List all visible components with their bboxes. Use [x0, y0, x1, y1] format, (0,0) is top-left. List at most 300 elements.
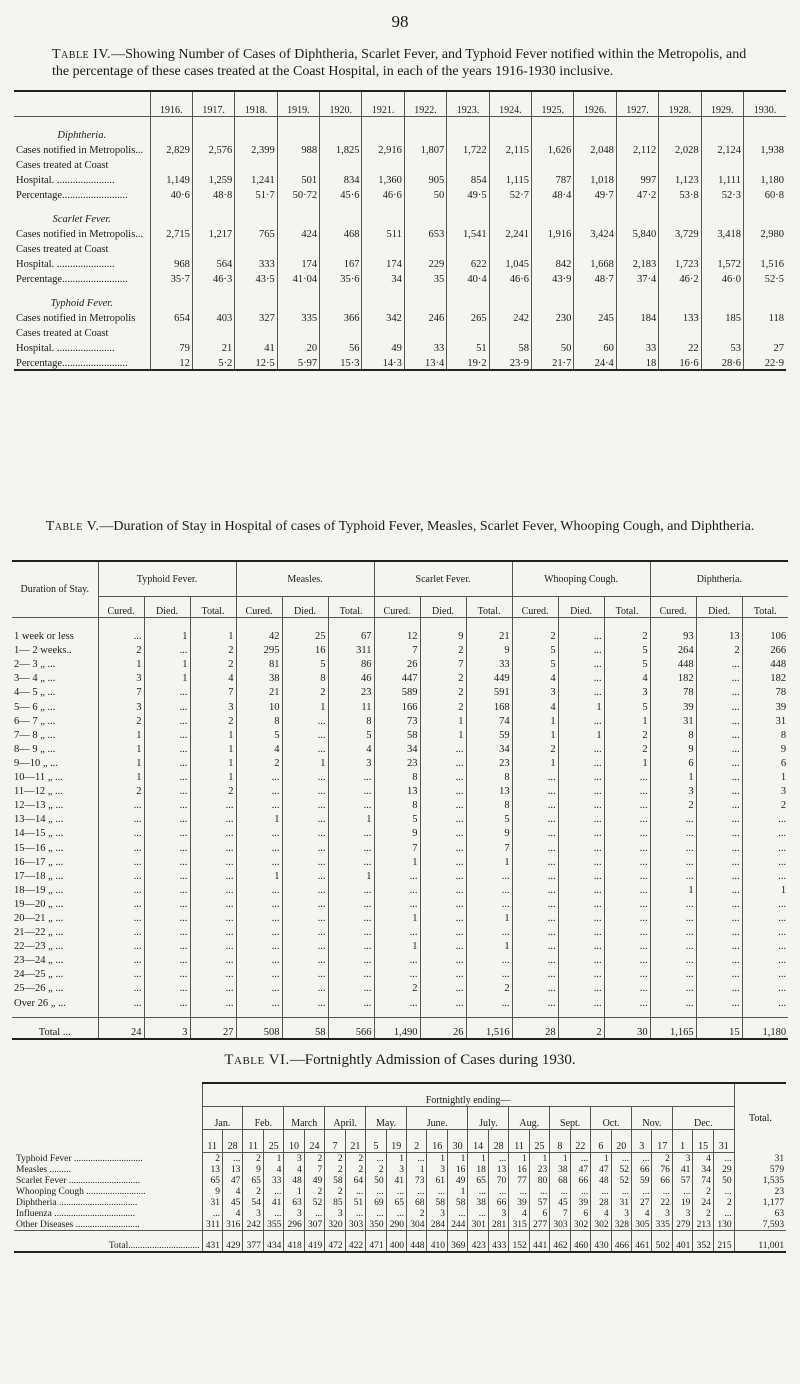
t4-cell: 1,241 [235, 171, 277, 186]
t4-cell: 1,938 [743, 141, 786, 156]
t5-cell: ... [190, 952, 236, 966]
t5-row-label: 22—23 „ ... [14, 941, 64, 953]
t5-cell: ... [98, 825, 144, 839]
t5-cell: ... [328, 797, 374, 811]
t4-cell: 501 [277, 171, 319, 186]
t5-cell: ... [604, 994, 650, 1008]
t5-cell: ... [282, 910, 328, 924]
t6-cell: 281 [488, 1219, 508, 1231]
t5-cell: ... [282, 811, 328, 825]
t4-cell: 27 [743, 339, 786, 354]
t5-cell: 74 [466, 713, 512, 727]
t6-cell: 33 [263, 1175, 283, 1186]
t5-disease-header: Whooping Cough. [512, 561, 650, 597]
t6-day-header: 28 [222, 1130, 242, 1153]
t6-cell: 49 [304, 1175, 324, 1186]
t5-cell: 8 [650, 727, 696, 741]
t6-cell: 69 [366, 1197, 386, 1208]
t4-cell: 47·2 [616, 186, 658, 201]
t6-cell: ... [263, 1186, 283, 1197]
t6-cell: 279 [672, 1219, 692, 1231]
t5-cell: ... [742, 994, 788, 1008]
t6-cell: 47 [570, 1164, 590, 1175]
t5-cell: ... [282, 868, 328, 882]
t5-total-cell: 15 [696, 1017, 742, 1039]
t4-cell [235, 324, 277, 339]
t6-cell: 303 [550, 1219, 570, 1231]
t4-cell: 50 [532, 339, 574, 354]
t4-year-header: 1928. [659, 91, 701, 117]
t4-cell: 60·8 [743, 186, 786, 201]
t6-total-cell: 401 [672, 1230, 692, 1252]
t4-cell [320, 324, 362, 339]
t5-cell: ... [558, 713, 604, 727]
t5-cell: ... [236, 896, 282, 910]
t5-cell: 2 [604, 741, 650, 755]
t5-spacer-cell [12, 618, 98, 629]
t6-cell: 1 [284, 1186, 304, 1197]
t5-cell: ... [696, 924, 742, 938]
t5-cell: 7 [374, 839, 420, 853]
t5-disease-header: Measles. [236, 561, 374, 597]
t5-cell: ... [328, 882, 374, 896]
t6-cell: 2 [325, 1186, 345, 1197]
t6-cell: 58 [427, 1197, 447, 1208]
t4-row-label: Cases notified in Metropolis... [16, 229, 144, 240]
t5-cell: ... [282, 797, 328, 811]
t4-cell: 3,418 [701, 225, 743, 240]
t4-cell: 185 [701, 309, 743, 324]
t5-cell: 2 [604, 727, 650, 741]
t6-cell: 2 [693, 1186, 713, 1197]
t6-cell: 305 [632, 1219, 652, 1231]
t6-cell: ... [550, 1186, 570, 1197]
t6-cell: 9 [243, 1164, 263, 1175]
t5-cell: 448 [650, 656, 696, 670]
t6-cell: ... [407, 1153, 427, 1164]
t5-cell: 2 [420, 698, 466, 712]
t5-cell: 1 [236, 868, 282, 882]
t5-cell: 9 [420, 628, 466, 642]
t4-cell [743, 324, 786, 339]
t5-cell: ... [742, 910, 788, 924]
t4-cell: 2,241 [489, 225, 531, 240]
t6-cell: 13 [488, 1164, 508, 1175]
t4-cell: 2,715 [150, 225, 192, 240]
t5-cell: ... [144, 952, 190, 966]
t5-cell: ... [144, 698, 190, 712]
t5-cell: ... [696, 882, 742, 896]
t4-empty-cell [192, 201, 234, 225]
t5-cell: ... [282, 994, 328, 1008]
t5-row-label: 2— 3 „ ... [14, 659, 56, 671]
t4-empty-cell [616, 285, 658, 309]
t5-cell: ... [512, 980, 558, 994]
t5-total-cell: 30 [604, 1017, 650, 1039]
t5-cell: ... [650, 896, 696, 910]
t6-cell: ... [366, 1208, 386, 1219]
t4-cell: 174 [277, 255, 319, 270]
t5-cell: 33 [466, 656, 512, 670]
t5-spacer-cell [374, 1009, 420, 1018]
t6-cell: ... [304, 1208, 324, 1219]
t5-cell: ... [328, 966, 374, 980]
t6-cell: 302 [570, 1219, 590, 1231]
t5-cell: ... [236, 839, 282, 853]
t6-cell: 34 [693, 1164, 713, 1175]
t5-cell: ... [604, 783, 650, 797]
t5-cell: ... [328, 994, 374, 1008]
t5-spacer-cell [236, 618, 282, 629]
t6-cell: ... [468, 1208, 488, 1219]
t5-cell: ... [236, 854, 282, 868]
t6-cell: 65 [468, 1175, 488, 1186]
t5-spacer-cell [604, 1009, 650, 1018]
t5-cell: ... [374, 882, 420, 896]
t5-total-cell: 2 [558, 1017, 604, 1039]
t4-header-row [14, 91, 786, 117]
t5-cell: 8 [282, 670, 328, 684]
t4-cell [489, 324, 531, 339]
t4-empty-cell [447, 117, 489, 142]
t4-cell: 35·6 [320, 270, 362, 285]
t5-cell: ... [328, 783, 374, 797]
t4-cell: 1,115 [489, 171, 531, 186]
t4-cell [489, 240, 531, 255]
t5-cell: ... [696, 670, 742, 684]
t5-cell: ... [420, 966, 466, 980]
t6-cell: ... [632, 1186, 652, 1197]
t5-cell: ... [190, 868, 236, 882]
t5-cell: ... [696, 825, 742, 839]
t5-cell: 5 [466, 811, 512, 825]
t4-cell: 22·9 [743, 354, 786, 370]
t5-cell: ... [282, 924, 328, 938]
t4-cell: 16·6 [659, 354, 701, 370]
t5-cell: 9 [374, 825, 420, 839]
t5-cell: ... [190, 966, 236, 980]
table4-caption-lead: Table IV. [52, 47, 112, 62]
t5-cell: 2 [512, 628, 558, 642]
t6-cell: 3 [427, 1164, 447, 1175]
t6-data-row [14, 1208, 786, 1219]
t5-cell: ... [282, 839, 328, 853]
t4-cell: 50 [404, 186, 446, 201]
t5-cell: ... [144, 684, 190, 698]
t4-empty-cell [574, 285, 616, 309]
t4-cell: 1,180 [743, 171, 786, 186]
t5-spacer-cell [98, 618, 144, 629]
t4-cell: 48·7 [574, 270, 616, 285]
t4-cell: 19·2 [447, 354, 489, 370]
t5-cell: 11 [328, 698, 374, 712]
t5-row-label: 24—25 „ ... [14, 969, 64, 981]
t4-cell [362, 156, 404, 171]
t5-cell: 73 [374, 713, 420, 727]
t4-row-label: Cases notified in Metropolis... [16, 145, 144, 156]
t6-cell: ... [263, 1208, 283, 1219]
t6-cell: 3 [611, 1208, 631, 1219]
t4-cell: 37·4 [616, 270, 658, 285]
t5-data-row [12, 825, 788, 839]
t6-cell: 61 [427, 1175, 447, 1186]
t5-cell: ... [420, 896, 466, 910]
t6-cell: ... [345, 1186, 365, 1197]
t5-cell: ... [604, 938, 650, 952]
t5-cell: ... [742, 854, 788, 868]
t5-data-row [12, 811, 788, 825]
t4-data-row [14, 324, 786, 339]
t4-cell: 2,980 [743, 225, 786, 240]
t5-cell: 23 [328, 684, 374, 698]
t6-month-header: Jan. [202, 1107, 243, 1130]
t6-cell: 31 [202, 1197, 222, 1208]
t5-cell: ... [282, 727, 328, 741]
t6-day-header: 24 [304, 1130, 324, 1153]
t5-cell: ... [282, 938, 328, 952]
t5-cell: 7 [190, 684, 236, 698]
t6-row-label: Whooping Cough ......................... [16, 1186, 146, 1197]
t5-cell: ... [558, 797, 604, 811]
t5-data-row [12, 966, 788, 980]
t5-cell: 1 [558, 698, 604, 712]
t6-cell: 2 [345, 1164, 365, 1175]
t5-row-label: 16—17 „ ... [14, 856, 64, 868]
t5-cell: ... [374, 994, 420, 1008]
t5-data-row [12, 670, 788, 684]
t4-cell: 45·6 [320, 186, 362, 201]
t5-cell: 13 [374, 783, 420, 797]
t4-stub-header [14, 91, 150, 117]
t5-cell: ... [696, 938, 742, 952]
t5-subheader: Cured. [98, 597, 144, 618]
t5-row-label: 8— 9 „ ... [14, 743, 56, 755]
t5-cell: ... [328, 910, 374, 924]
table5-caption-rest: —Duration of Stay in Hospital of cases of Typhoid Fever, Measles, Scarlet Fever, Whooping Cough, and Diphtheria. [99, 519, 755, 534]
t4-year-header: 1920. [320, 91, 362, 117]
t6-cell: 38 [550, 1164, 570, 1175]
t4-row-label: Hospital. ...................... [16, 343, 115, 354]
t6-total-cell: 400 [386, 1230, 406, 1252]
t4-data-row [14, 270, 786, 285]
t5-cell: 86 [328, 656, 374, 670]
t5-cell: 78 [650, 684, 696, 698]
t6-cell: ... [611, 1153, 631, 1164]
t5-cell: ... [282, 980, 328, 994]
t5-cell: ... [512, 825, 558, 839]
t4-empty-cell [489, 117, 531, 142]
t5-cell: ... [190, 938, 236, 952]
t4-empty-cell [574, 201, 616, 225]
t4-cell: 2,112 [616, 141, 658, 156]
t4-empty-cell [701, 117, 743, 142]
t6-cell: 3 [652, 1208, 672, 1219]
t5-total-cell: 1,180 [742, 1017, 788, 1039]
t6-cell: 4 [632, 1208, 652, 1219]
t5-cell: ... [190, 825, 236, 839]
t4-row-label: Cases treated at Coast [16, 328, 109, 339]
t5-data-row [12, 769, 788, 783]
t5-cell: ... [282, 966, 328, 980]
t4-cell: 1,259 [192, 171, 234, 186]
t4-cell [277, 240, 319, 255]
t5-cell: ... [558, 741, 604, 755]
t4-cell: 52·7 [489, 186, 531, 201]
t5-cell: ... [742, 896, 788, 910]
t5-cell: 1 [328, 811, 374, 825]
t6-cell: 73 [407, 1175, 427, 1186]
t4-cell: 21 [192, 339, 234, 354]
t5-cell: ... [190, 896, 236, 910]
t4-empty-cell [447, 201, 489, 225]
t5-cell: ... [190, 924, 236, 938]
t5-cell: ... [98, 882, 144, 896]
t4-empty-cell [743, 285, 786, 309]
t5-cell: ... [604, 769, 650, 783]
t5-cell: 21 [236, 684, 282, 698]
t5-cell: ... [696, 910, 742, 924]
t4-cell: 997 [616, 171, 658, 186]
t5-cell: ... [282, 896, 328, 910]
t5-cell: ... [558, 656, 604, 670]
t4-cell: 79 [150, 339, 192, 354]
t6-cell: 64 [345, 1175, 365, 1186]
t4-cell: 2,124 [701, 141, 743, 156]
t5-cell: 448 [742, 656, 788, 670]
t6-cell: 47 [591, 1164, 611, 1175]
t5-row-label: Over 26 „ ... [14, 997, 66, 1009]
t5-cell: ... [328, 825, 374, 839]
t6-cell: 2 [407, 1208, 427, 1219]
t5-cell: ... [696, 868, 742, 882]
t6-cell: ... [713, 1153, 734, 1164]
t5-row-label: 7— 8 „ ... [14, 729, 56, 741]
t6-cell: 4 [693, 1153, 713, 1164]
t4-cell [320, 240, 362, 255]
t4-cell: 622 [447, 255, 489, 270]
t5-cell: ... [742, 868, 788, 882]
t5-cell: ... [190, 994, 236, 1008]
t4-row-label: Hospital. ...................... [16, 175, 115, 186]
table4-caption-rest: —Showing Number of Cases of Diphtheria, Scarlet Fever, and Typhoid Fever notified within the Metropolis, and the percentage of these cases treated at the Coast Hospital, in each of the years 1916-1930 inclusive. [52, 47, 747, 79]
t4-cell: 1,149 [150, 171, 192, 186]
t5-cell: 166 [374, 698, 420, 712]
t5-cell: ... [144, 924, 190, 938]
t6-cell: 277 [529, 1219, 549, 1231]
t5-cell: 8 [374, 797, 420, 811]
t6-cell: 16 [447, 1164, 467, 1175]
t4-empty-cell [192, 285, 234, 309]
t5-cell: ... [144, 966, 190, 980]
t6-cell: 48 [591, 1175, 611, 1186]
t6-cell: 59 [632, 1175, 652, 1186]
t4-empty-cell [489, 285, 531, 309]
t5-cell: ... [98, 994, 144, 1008]
t5-cell: ... [512, 797, 558, 811]
t6-day-header: 19 [386, 1130, 406, 1153]
t6-cell: 66 [652, 1175, 672, 1186]
t6-cell: 320 [325, 1219, 345, 1231]
t5-subheader: Died. [144, 597, 190, 618]
t4-cell: 56 [320, 339, 362, 354]
t4-cell: 2,576 [192, 141, 234, 156]
t5-cell: ... [696, 769, 742, 783]
t5-cell: 1 [466, 938, 512, 952]
table5 [12, 560, 788, 1040]
t5-cell: ... [650, 910, 696, 924]
t6-cell: ... [447, 1208, 467, 1219]
t6-cell: 3 [427, 1208, 447, 1219]
t5-cell: ... [98, 938, 144, 952]
t4-empty-cell [235, 117, 277, 142]
t4-cell [532, 240, 574, 255]
t5-cell: ... [696, 952, 742, 966]
t5-cell: ... [98, 966, 144, 980]
t5-cell: ... [512, 938, 558, 952]
t5-cell: ... [236, 769, 282, 783]
t5-cell: ... [604, 868, 650, 882]
t5-cell: 3 [190, 698, 236, 712]
t5-cell: 42 [236, 628, 282, 642]
t4-year-header: 1930. [743, 91, 786, 117]
t4-data-row [14, 255, 786, 270]
t6-total-cell: 502 [652, 1230, 672, 1252]
t6-cell: 316 [222, 1219, 242, 1231]
t5-cell: ... [558, 839, 604, 853]
t5-cell: ... [420, 839, 466, 853]
t6-row-total: 579 [734, 1164, 786, 1175]
t5-cell: 9 [742, 741, 788, 755]
t6-cell: 311 [202, 1219, 222, 1231]
t4-cell: 765 [235, 225, 277, 240]
t6-total-cell: 377 [243, 1230, 263, 1252]
t6-cell: ... [529, 1186, 549, 1197]
t6-cell: 29 [713, 1164, 734, 1175]
t4-cell [404, 240, 446, 255]
t4-cell: 35·7 [150, 270, 192, 285]
t4-cell [277, 324, 319, 339]
t6-grand-total: 11,001 [734, 1230, 786, 1252]
t5-cell: ... [696, 755, 742, 769]
t4-cell [192, 324, 234, 339]
t6-cell: 57 [529, 1197, 549, 1208]
t5-cell: 3 [98, 670, 144, 684]
t5-cell: 1 [604, 755, 650, 769]
t5-cell: 8 [328, 713, 374, 727]
t6-day-header: 1 [672, 1130, 692, 1153]
t5-cell: ... [742, 924, 788, 938]
t5-cell: 4 [236, 741, 282, 755]
t5-cell: 1 [742, 882, 788, 896]
t4-year-header: 1918. [235, 91, 277, 117]
t5-cell: 5 [374, 811, 420, 825]
t5-cell: ... [466, 868, 512, 882]
t5-subheader: Died. [558, 597, 604, 618]
t5-cell: 1 [98, 656, 144, 670]
t5-cell: 2 [420, 642, 466, 656]
t4-row-label: Percentage......................... [16, 274, 128, 285]
t4-cell: 842 [532, 255, 574, 270]
t5-cell: ... [98, 797, 144, 811]
table5-caption [40, 518, 760, 535]
t5-cell: 4 [604, 670, 650, 684]
t4-cell: 1,217 [192, 225, 234, 240]
t5-cell: ... [144, 938, 190, 952]
t6-cell: 41 [386, 1175, 406, 1186]
t4-cell: 118 [743, 309, 786, 324]
t5-cell: ... [282, 769, 328, 783]
t5-total-cell: 27 [190, 1017, 236, 1039]
